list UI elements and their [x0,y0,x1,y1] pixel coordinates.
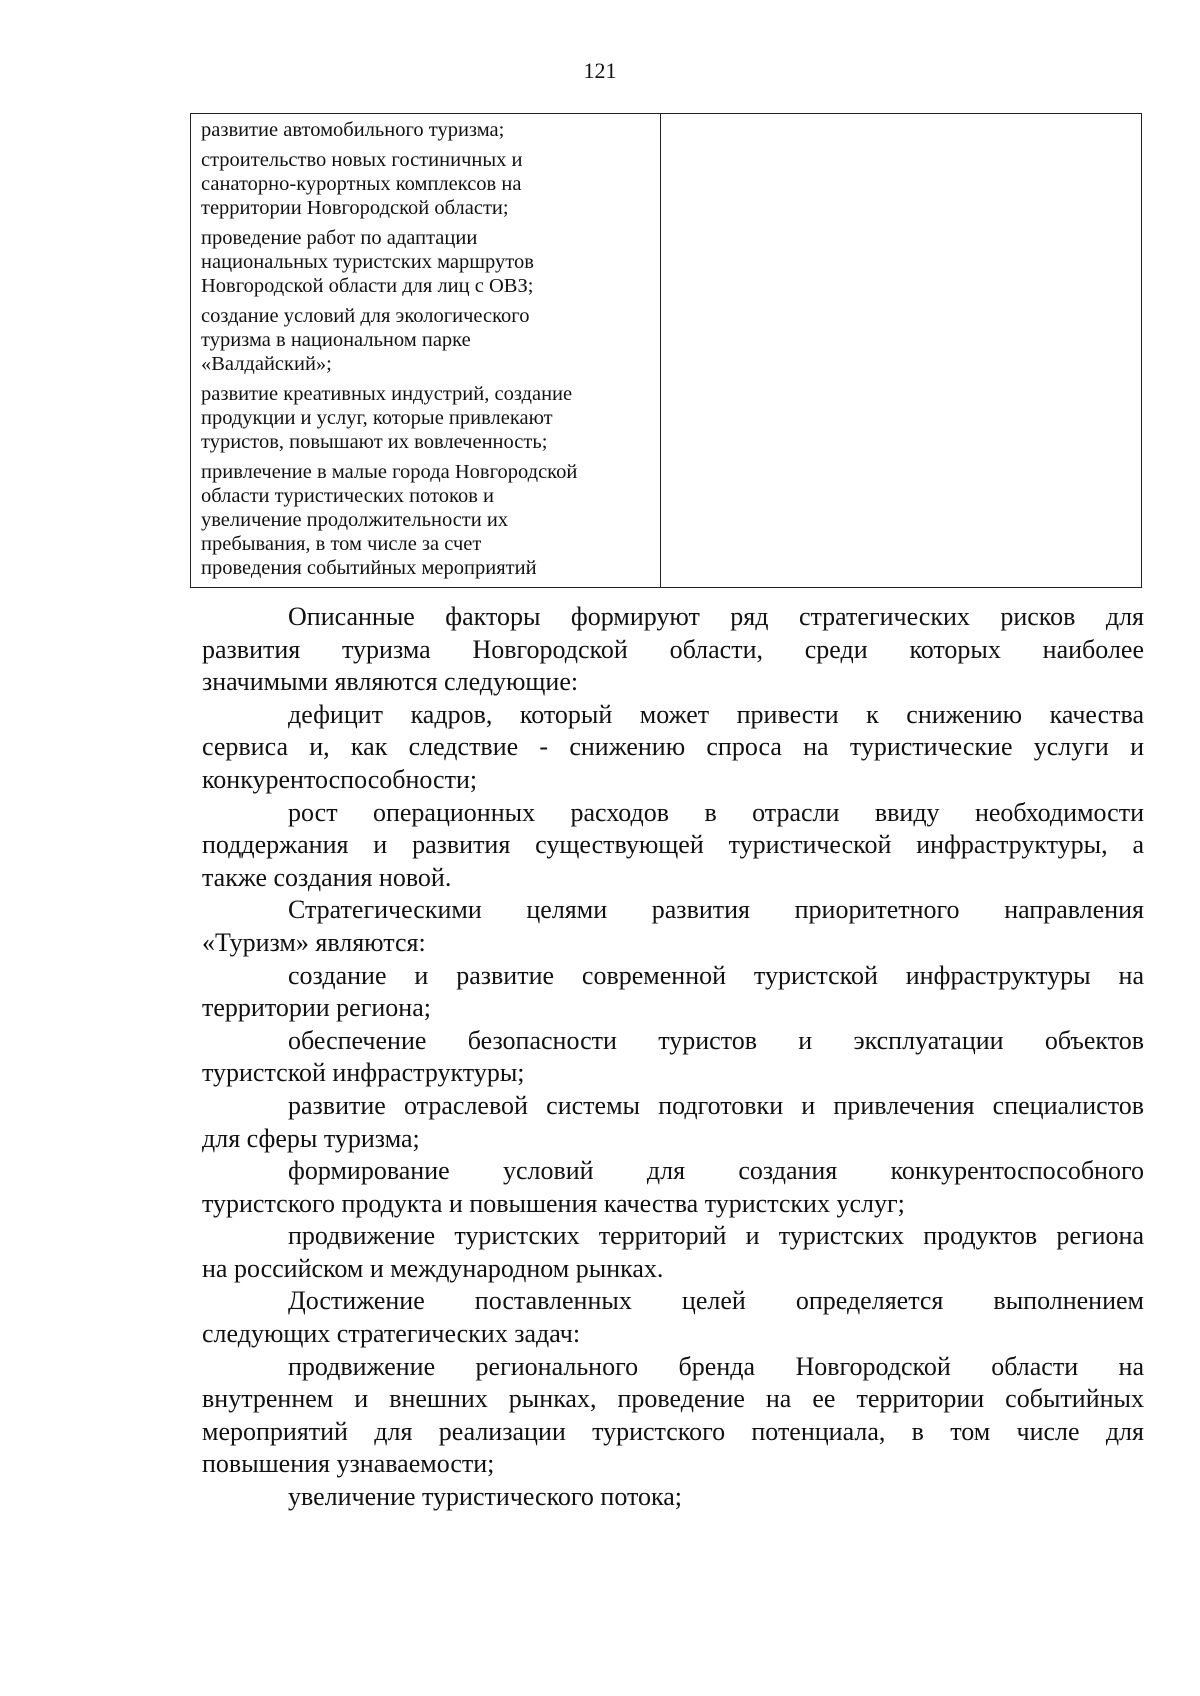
paragraph-line: развития туризма Новгородской области, среди которых наиболее [202,634,1144,664]
table-list-item-line: туризма в национальном парке [201,329,471,351]
paragraph [202,1285,1144,1350]
paragraph-line: увеличение туристического потока; [288,1482,683,1512]
paragraph-line: дефицит кадров, который может привести к снижению качества [288,699,1144,729]
paragraph [202,797,1144,895]
table-list-item-line: развитие креативных индустрий, создание [201,383,573,405]
paragraph-line: внутреннем и внешних рынках, проведение на ее территории событийных [202,1384,1144,1414]
table-list-item-line: национальных туристских маршрутов [201,251,534,273]
paragraph-line: продвижение регионального бренда Новгородской области на [288,1351,1144,1381]
paragraph-line: формирование условий для создания конкурентоспособного [288,1156,1144,1186]
table-list-item [201,382,650,454]
paragraph-line: конкурентоспособности; [202,764,478,794]
table-list-item [201,304,650,376]
paragraph-line: на российском и международном рынках. [202,1253,664,1283]
paragraph [202,894,1144,959]
table-list-item-line: Новгородской области для лиц с ОВЗ; [201,275,534,297]
paragraph [202,1481,1144,1514]
table-list-item [201,460,650,580]
paragraph [202,601,1144,699]
table-list-item-line: строительство новых гостиничных и [201,149,523,171]
table-list-item-line: создание условий для экологического [201,305,530,327]
paragraph [202,1351,1144,1481]
paragraph [202,699,1144,797]
paragraph-line: «Туризм» являются: [202,927,426,957]
paragraph [202,1220,1144,1285]
paragraph-line: Стратегическими целями развития приоритетного направления [288,895,1144,925]
table-list-item-line: проведения событийных мероприятий [201,557,537,579]
table-list-item [201,118,650,142]
table-list-item [201,226,650,298]
paragraph [202,960,1144,1025]
table-list-item-line: увеличение продолжительности их [201,509,509,531]
paragraph-line: территории региона; [202,993,431,1023]
table-list-item-line: территории Новгородской области; [201,197,509,219]
table-list-item-line: области туристических потоков и [201,485,494,507]
table-list-item-line: пребывания, в том числе за счет [201,533,482,555]
paragraph [202,1025,1144,1090]
paragraph-line: сервиса и, как следствие - снижению спроса на туристические услуги и [202,732,1144,762]
table-list-item-line: продукции и услуг, которые привлекают [201,407,553,429]
table-right-cell [661,114,1141,587]
body-text [202,601,1144,1514]
paragraph-line: развитие отраслевой системы подготовки и привлечения специалистов [288,1090,1144,1120]
table-list-item-line: привлечение в малые города Новгородской [201,461,578,483]
table-list-item [201,148,650,220]
paragraph-line: поддержания и развития существующей туристической инфраструктуры, а [202,830,1144,860]
table-list-item-line: проведение работ по адаптации [201,227,478,249]
paragraph-line: туристской инфраструктуры; [202,1058,525,1088]
paragraph-line: туристского продукта и повышения качества туристских услуг; [202,1188,905,1218]
paragraph-line: также создания новой. [202,862,452,892]
paragraph-line: для сферы туризма; [202,1123,420,1153]
paragraph-line: мероприятий для реализации туристского потенциала, в том числе для [202,1416,1144,1446]
paragraph-line: обеспечение безопасности туристов и эксплуатации объектов [288,1025,1144,1055]
paragraph [202,1155,1144,1220]
table-left-cell [191,114,661,587]
paragraph-line: Достижение поставленных целей определяется выполнением [288,1286,1144,1316]
table-list-item-line: развитие автомобильного туризма; [201,119,505,141]
page-number: 121 [583,58,617,83]
paragraph-line: Описанные факторы формируют ряд стратегических рисков для [288,602,1144,631]
paragraph-line: рост операционных расходов в отрасли ввиду необходимости [288,797,1144,827]
measures-table [190,113,1142,588]
paragraph-line: следующих стратегических задач: [202,1319,581,1349]
paragraph-line: создание и развитие современной туристской инфраструктуры на [288,960,1144,990]
table-list-item-line: туристов, повышают их вовлеченность; [201,431,548,453]
paragraph [202,1090,1144,1155]
paragraph-line: повышения узнаваемости; [202,1449,495,1479]
paragraph-line: продвижение туристских территорий и туристских продуктов региона [288,1221,1144,1251]
table-list-item-line: «Валдайский»; [201,353,332,375]
table-list-item-line: санаторно-курортных комплексов на [201,173,522,195]
paragraph-line: значимыми являются следующие: [202,667,579,697]
